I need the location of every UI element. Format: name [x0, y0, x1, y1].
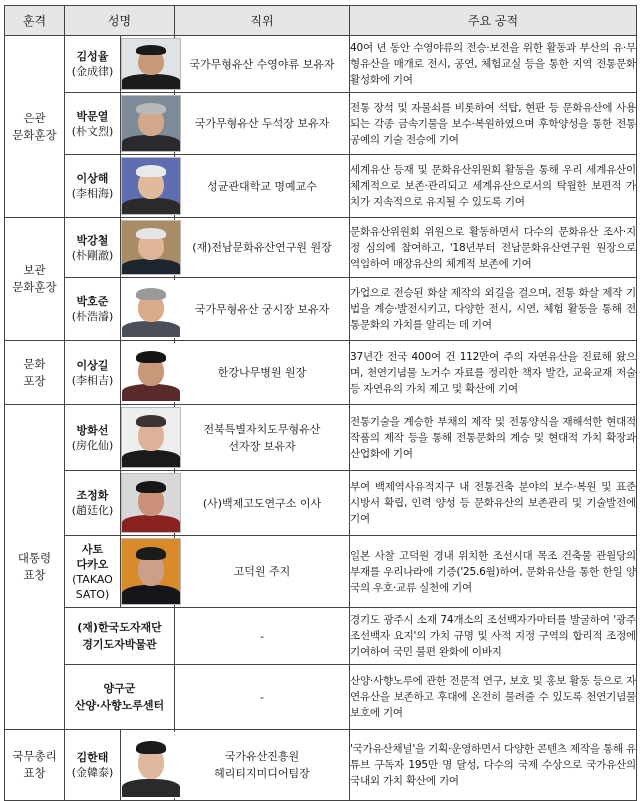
- portrait-hair: [136, 288, 166, 300]
- position-cell: 국가무형유산 두석장 보유자: [175, 93, 350, 155]
- table-row: [5, 278, 637, 341]
- position-line: 국가유산진흥원: [224, 750, 300, 763]
- position-line: 헤리티지미디어팀장: [214, 767, 310, 780]
- portrait-hair: [136, 741, 166, 754]
- table-row: [5, 730, 637, 801]
- position-cell: [175, 730, 350, 801]
- photo-cell: [121, 278, 175, 341]
- achievement-cell: 부여 백제역사유적지구 내 전통건축 분야의 보수·복원 및 표준 시방서 확립, 인력 양성 등 문화유산의 보존관리 및 기술발전에 기여: [350, 471, 637, 536]
- portrait-photo: [121, 38, 181, 90]
- name-korean: 박호준: [76, 295, 109, 308]
- portrait-body: [122, 585, 180, 604]
- organization-cell: [65, 608, 175, 665]
- photo-cell: [121, 36, 175, 93]
- portrait-photo: [121, 280, 181, 338]
- position-cell: -: [175, 665, 350, 730]
- name-cell: [65, 36, 121, 93]
- table-row: [5, 341, 637, 405]
- name-korean: 이상길: [76, 358, 109, 372]
- name-korean: 이상해: [76, 172, 109, 185]
- table-row: [5, 93, 637, 155]
- name-romanized: SATO): [75, 587, 110, 601]
- portrait-body: [122, 74, 180, 89]
- position-cell: 국가무형유산 수영야류 보유자: [175, 36, 350, 93]
- photo-cell: [121, 405, 175, 471]
- header-achievement: 주요 공적: [350, 6, 637, 36]
- position-cell: 성균관대학교 명예교수: [175, 155, 350, 218]
- name-cell: [65, 155, 121, 218]
- position-cell: [175, 405, 350, 471]
- award-line: 대통령: [17, 551, 52, 565]
- table-row: [5, 218, 637, 278]
- photo-cell: [121, 471, 175, 536]
- name-hanja: (李相海): [71, 187, 114, 200]
- name-korean: 김성율: [76, 50, 109, 63]
- portrait-body: [122, 198, 180, 214]
- header-name: 성명: [65, 6, 175, 36]
- name-hanja: (金成律): [71, 65, 114, 78]
- award-line: 국무총리: [12, 749, 57, 763]
- name-cell: [65, 405, 121, 471]
- awards-table: [4, 5, 637, 801]
- award-cell: [5, 218, 65, 341]
- header-award: 훈격: [5, 6, 65, 36]
- portrait-photo: [121, 157, 181, 215]
- portrait-body: [122, 779, 180, 797]
- header-position: 직위: [175, 6, 350, 36]
- award-cell: [5, 36, 65, 218]
- portrait-body: [122, 259, 180, 274]
- table-row: [5, 536, 637, 608]
- position-cell: 국가무형유산 궁시장 보유자: [175, 278, 350, 341]
- name-korean: 조정화: [76, 489, 109, 502]
- name-hanja: (朴浩濬): [71, 310, 114, 323]
- achievement-cell: 산양·사향노루에 관한 전문적 연구, 보호 및 홍보 활동 등으로 자연유산을 보존하고 후대에 온전히 물려줄 수 있도록 천연기념물 보호에 기여: [350, 665, 637, 730]
- award-line: 문화훈장: [12, 127, 57, 142]
- portrait-photo: [121, 538, 181, 605]
- achievement-cell: 경기도 광주시 소재 74개소의 조선백자가마터를 발굴하여 '광주 조선백자 요지'의 가치 규명 및 사적 지정 구역의 합리적 조정에 기여하여 국민 불편 완화에 이바지: [350, 608, 637, 665]
- achievement-cell: 37년간 전국 400여 건 112만여 주의 자연유산을 진료해 왔으며, 천연기념물 노거수 자료를 정리한 책자 발간, 교육교재 저술 등 자연유의 가치 제고 및 확산에 기여: [350, 341, 637, 405]
- name-cell: [65, 93, 121, 155]
- name-cell: [65, 341, 121, 405]
- portrait-body: [122, 135, 180, 151]
- portrait-photo: [121, 95, 181, 152]
- name-cell: [65, 471, 121, 536]
- org-line: 양구군: [103, 682, 136, 695]
- name-hanja: (朴文烈): [71, 124, 114, 138]
- table-row: [5, 665, 637, 730]
- portrait-hair: [136, 228, 166, 239]
- achievement-cell: 가업으로 전승된 화살 제작의 외길을 걸으며, 전통 화살 제작 기법을 계승·발전시키고, 다양한 전시, 시연, 체험 활동을 통해 전통문화의 가치를 알리는 데 기여: [350, 278, 637, 341]
- portrait-photo: [121, 473, 181, 533]
- achievement-cell: 40여 년 동안 수영야류의 전승·보전을 위한 활동과 부산의 유·무형유산을 매개로 전시, 공연, 체험교실 등을 통한 지역 전통문화 활성화에 기여: [350, 36, 637, 93]
- position-line: 전북특별자치도무형유산: [203, 422, 321, 436]
- table-row: [5, 405, 637, 471]
- achievement-cell: 일본 사찰 고덕원 경내 위치한 조선시대 목조 건축물 관월당의 부재를 우리나라에 기증('25.6월)하여, 문화유산을 통한 한일 양국의 우호·교류 실천에 기여: [350, 536, 637, 608]
- award-line: 은관: [23, 110, 46, 125]
- portrait-body: [122, 384, 180, 401]
- name-korean: 박문열: [76, 109, 109, 123]
- name-korean: 박강철: [76, 233, 109, 247]
- achievement-cell: 전통 장석 및 자물쇠를 비롯하여 석탑, 현판 등 문화유산에 사용되는 각종 금속기물을 보수·복원하였으며 후학양성을 통한 전통공예의 기술 전승에 기여: [350, 93, 637, 155]
- portrait-hair: [136, 547, 166, 560]
- portrait-body: [122, 515, 180, 532]
- position-cell: (재)전남문화유산연구원 원장: [175, 218, 350, 278]
- name-hanja: (趙廷化): [71, 504, 114, 517]
- table-row: [5, 36, 637, 93]
- award-cell: [5, 730, 65, 801]
- name-korean: 방화선: [76, 423, 109, 437]
- name-cell: [65, 536, 121, 608]
- position-cell: -: [175, 608, 350, 665]
- table-row: [5, 155, 637, 218]
- photo-cell: [121, 93, 175, 155]
- position-cell: (사)백제고도연구소 이사: [175, 471, 350, 536]
- photo-cell: [121, 730, 175, 801]
- name-korean: 다카오: [76, 557, 109, 571]
- name-cell: [65, 218, 121, 278]
- position-cell: 한강나무병원 원장: [175, 341, 350, 405]
- name-cell: [65, 278, 121, 341]
- achievement-cell: '국가유산채널'을 기획·운영하면서 다양한 콘텐츠 제작을 통해 유튜브 구독자 195만 명 달성, 다수의 국제 수상으로 국가유산의 국내외 가치 확산에 기여: [350, 730, 637, 801]
- name-romanized: (TAKAO: [72, 572, 113, 586]
- portrait-body: [122, 321, 180, 337]
- photo-cell: [121, 155, 175, 218]
- portrait-photo: [121, 407, 181, 468]
- name-hanja: (朴剛澈): [71, 248, 114, 262]
- photo-cell: [121, 218, 175, 278]
- portrait-hair: [136, 415, 166, 427]
- award-cell: [5, 405, 65, 730]
- award-line: 포장: [23, 373, 46, 388]
- photo-cell: [121, 536, 175, 608]
- table-row: [5, 608, 637, 665]
- portrait-body: [122, 450, 180, 467]
- name-korean: 사토: [81, 542, 104, 556]
- award-cell: [5, 341, 65, 405]
- name-hanja: (金韓泰): [71, 766, 114, 779]
- portrait-hair: [136, 165, 166, 177]
- achievement-cell: 전통기술을 계승한 부채의 제작 및 전통양식을 재해석한 현대적 작품의 제작 등을 통해 전통문화의 계승 및 현대적 가치 확장과 산업화에 기여: [350, 405, 637, 471]
- portrait-hair: [136, 351, 166, 363]
- award-line: 문화: [23, 356, 46, 371]
- portrait-hair: [136, 481, 166, 493]
- org-line: (재)한국도자재단: [77, 621, 162, 634]
- position-cell: 고덕원 주지: [175, 536, 350, 608]
- org-line: 경기도자박물관: [82, 638, 157, 651]
- name-hanja: (李相吉): [71, 373, 114, 387]
- name-hanja: (房化仙): [71, 438, 114, 452]
- achievement-cell: 문화유산위원회 위원으로 활동하면서 다수의 문화유산 조사·지정 심의에 참여하고, '18년부터 전남문화유산연구원 원장으로 역임하여 매장유산의 체계적 보존에 기여: [350, 218, 637, 278]
- portrait-photo: [121, 343, 181, 402]
- organization-cell: [65, 665, 175, 730]
- award-line: 보관: [23, 263, 46, 277]
- portrait-photo: [121, 220, 181, 275]
- award-line: 표창: [23, 766, 46, 780]
- table-row: [5, 471, 637, 536]
- header-row: [5, 6, 637, 36]
- portrait-hair: [136, 45, 166, 55]
- award-line: 표창: [23, 568, 46, 582]
- achievement-cell: 세계유산 등재 및 문화유산위원회 활동을 통해 우리 세계유산이 체계적으로 보존·관리되고 세계유산으로서의 탁월한 보편적 가치가 지속적으로 유지될 수 있도록 기여: [350, 155, 637, 218]
- org-line: 산양·사향노루센터: [74, 699, 165, 712]
- portrait-photo: [121, 732, 181, 798]
- portrait-hair: [136, 103, 166, 114]
- name-korean: 김한태: [76, 751, 109, 764]
- position-line: 선자장 보유자: [228, 439, 296, 453]
- name-cell: [65, 730, 121, 801]
- photo-cell: [121, 341, 175, 405]
- award-line: 문화훈장: [12, 280, 57, 294]
